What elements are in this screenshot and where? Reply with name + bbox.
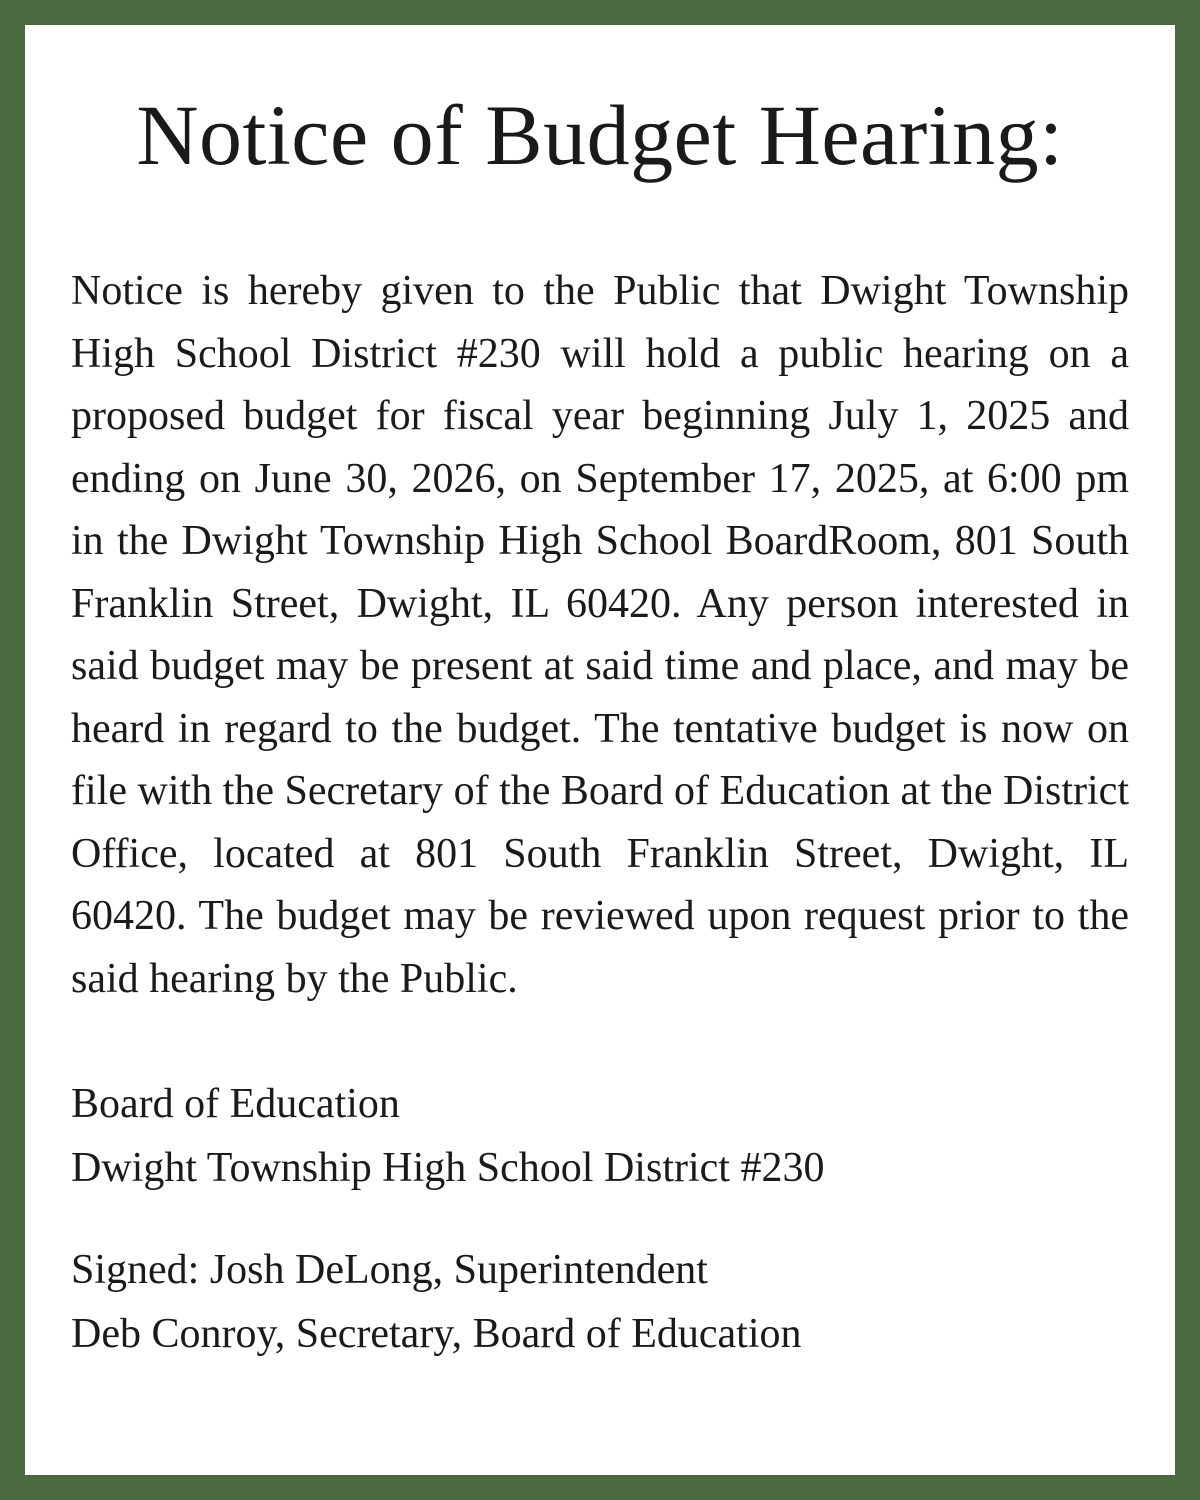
notice-title: Notice of Budget Hearing: bbox=[136, 87, 1064, 183]
signed-secretary: Deb Conroy, Secretary, Board of Education bbox=[71, 1311, 802, 1357]
signatures bbox=[71, 1238, 1129, 1366]
notice-panel bbox=[25, 25, 1175, 1475]
board-signoff bbox=[71, 1072, 1129, 1200]
signed-superintendent: Signed: Josh DeLong, Superintendent bbox=[71, 1247, 708, 1293]
board-name: Board of Education bbox=[71, 1081, 400, 1127]
notice-body: Notice is hereby given to the Public that Dwight Township High School District #230 will hold a public hearing on a proposed budget for fiscal year beginning July 1, 2025 and ending on June 30, 2026, on September 17, 2025, at 6:00 pm in the Dwight Township High School BoardRoom, 801 South Franklin Street, Dwight, IL 60420. Any person interested in said budget may be present at said time and place, and may be heard in regard to the budget. The tentative budget is now on file with the Secretary of the Board of Education at the District Office, located at 801 South Franklin Street, Dwight, IL 60420. The budget may be reviewed upon request prior to the said hearing by the Public. bbox=[71, 268, 1129, 1002]
district-name: Dwight Township High School District #230 bbox=[71, 1145, 825, 1191]
